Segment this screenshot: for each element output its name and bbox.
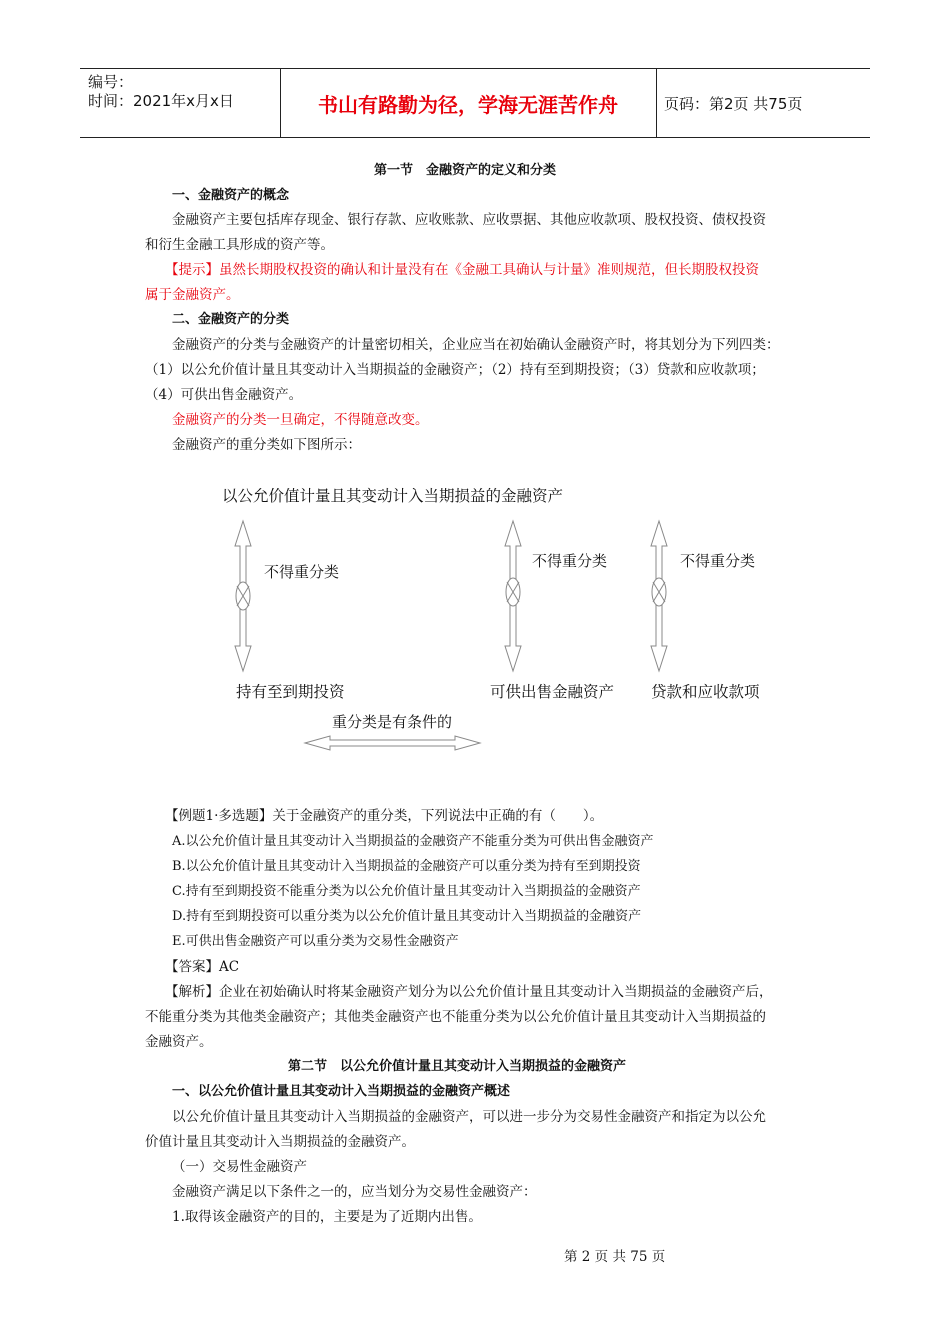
document-date-label: 时间：2021年x月x日 <box>88 92 234 110</box>
diagram-label-htm: 持有至到期投资 <box>236 683 345 701</box>
section-title: 第二节 以公允价值计量且其变动计入当期损益的金融资产 <box>288 1059 627 1074</box>
diagram-label-afs: 可供出售金融资产 <box>490 683 615 701</box>
heading-concept: 一、金融资产的概念 <box>172 188 290 203</box>
example-option: A.以公允价值计量且其变动计入当期损益的金融资产不能重分类为可供出售金融资产 <box>172 834 654 849</box>
double-arrow-icon <box>651 521 667 671</box>
example-question: 【例题1·多选题】关于金融资产的重分类，下列说法中正确的有（ ）。 <box>165 808 604 824</box>
no-reclass-label: 不得重分类 <box>532 552 608 570</box>
analysis-line: 金融资产。 <box>145 1034 213 1050</box>
tip-line: 属于金融资产。 <box>145 287 240 303</box>
paragraph-line: 金融资产主要包括库存现金、银行存款、应收账款、应收票据、其他应收款项、股权投资、债权投资 <box>172 212 766 228</box>
header-motto: 书山有路勤为径，学海无涯苦作舟 <box>318 92 618 117</box>
heading-overview: 一、以公允价值计量且其变动计入当期损益的金融资产概述 <box>172 1084 511 1099</box>
example-option: E.可供出售金融资产可以重分类为交易性金融资产 <box>172 934 459 949</box>
heading-classification: 二、金融资产的分类 <box>172 312 290 327</box>
subheading-trading: （一）交易性金融资产 <box>172 1159 307 1175</box>
example-option: B.以公允价值计量且其变动计入当期损益的金融资产可以重分类为持有至到期投资 <box>172 859 641 874</box>
double-arrow-icon <box>235 521 251 671</box>
tip-line: 【提示】虽然长期股权投资的确认和计量没有在《金融工具确认与计量》准则规范，但长期股权投资 <box>165 262 759 278</box>
section-title: 第一节 金融资产的定义和分类 <box>374 163 557 178</box>
analysis-line: 不能重分类为其他类金融资产；其他类金融资产也不能重分类为以公允价值计量且其变动计入当期损益的 <box>145 1009 766 1025</box>
page-footer: 第 2 页 共 75 页 <box>564 1249 666 1265</box>
example-option: D.持有至到期投资可以重分类为以公允价值计量且其变动计入当期损益的金融资产 <box>172 909 642 924</box>
red-note: 金融资产的分类一旦确定，不得随意改变。 <box>172 412 429 428</box>
paragraph-line: （4）可供出售金融资产。 <box>145 387 303 403</box>
no-reclass-label: 不得重分类 <box>680 552 756 570</box>
paragraph-line: （1）以公允价值计量且其变动计入当期损益的金融资产；（2）持有至到期投资；（3）贷款和应收款项； <box>145 362 765 378</box>
double-arrow-icon <box>505 521 521 671</box>
paragraph-line: 金融资产的重分类如下图所示： <box>172 437 361 453</box>
diagram-top-label: 以公允价值计量且其变动计入当期损益的金融资产 <box>222 487 564 505</box>
paragraph-line: 金融资产的分类与金融资产的计量密切相关，企业应当在初始确认金融资产时，将其划分为下列四类： <box>172 337 780 353</box>
paragraph-line: 价值计量且其变动计入当期损益的金融资产。 <box>145 1134 415 1150</box>
paragraph-line: 金融资产满足以下条件之一的，应当划分为交易性金融资产： <box>172 1184 537 1200</box>
example-option: C.持有至到期投资不能重分类为以公允价值计量且其变动计入当期损益的金融资产 <box>172 884 641 899</box>
paragraph-line: 1.取得该金融资产的目的，主要是为了近期内出售。 <box>172 1209 482 1225</box>
diagram-conditional-label: 重分类是有条件的 <box>332 713 453 731</box>
document-number-label: 编号： <box>88 73 134 91</box>
paragraph-line: 以公允价值计量且其变动计入当期损益的金融资产，可以进一步分为交易性金融资产和指定为以公允 <box>172 1109 766 1125</box>
horizontal-double-arrow-icon <box>305 736 480 750</box>
example-answer: 【答案】AC <box>165 959 240 975</box>
diagram-label-loans: 贷款和应收款项 <box>651 683 760 701</box>
paragraph-line: 和衍生金融工具形成的资产等。 <box>145 237 334 253</box>
header-page-code: 页码：第2页 共75页 <box>664 94 803 113</box>
analysis-line: 【解析】企业在初始确认时将某金融资产划分为以公允价值计量且其变动计入当期损益的金融资产后， <box>165 984 773 1000</box>
no-reclass-label: 不得重分类 <box>264 563 340 581</box>
